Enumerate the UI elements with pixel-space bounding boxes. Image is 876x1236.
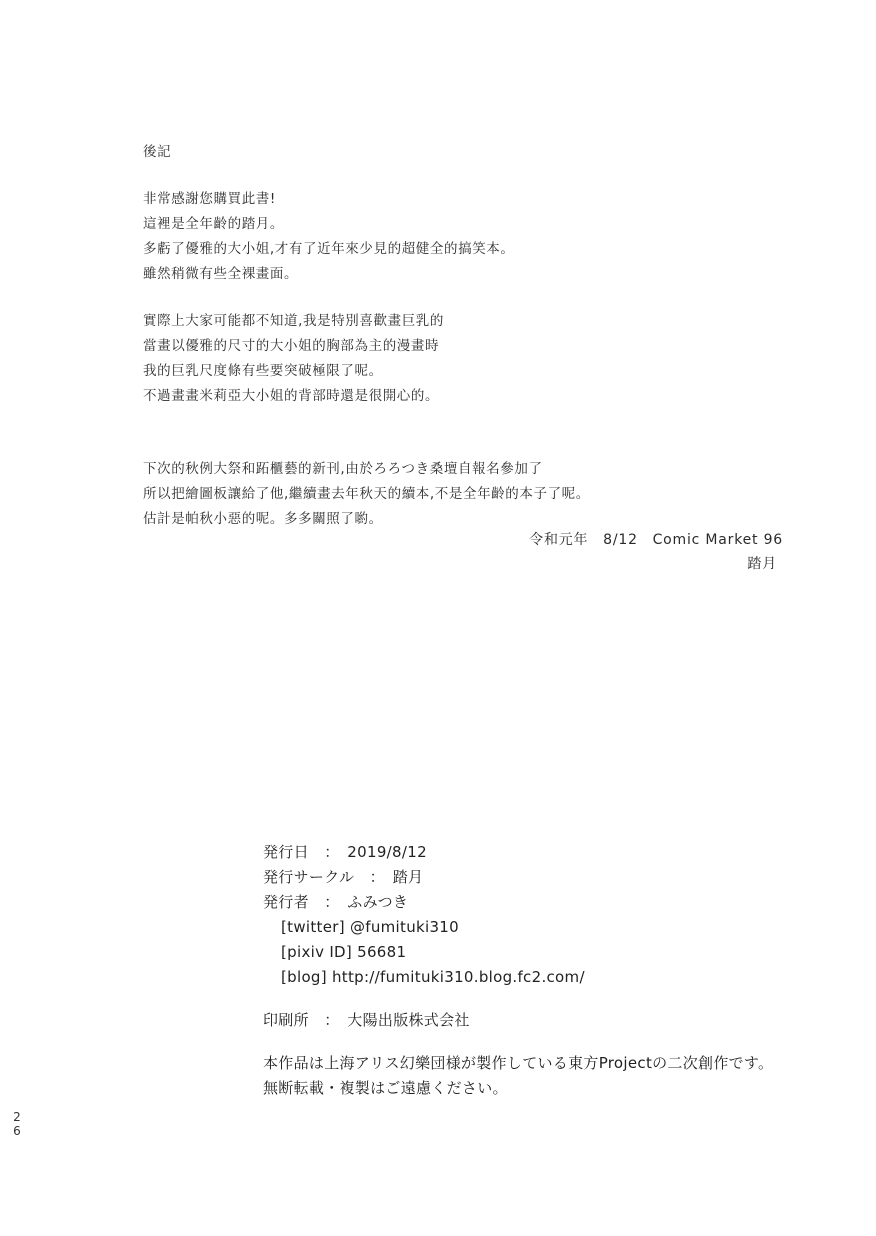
afterword-paragraph-3 (143, 457, 783, 532)
colophon-copyright-notice (263, 1051, 783, 1101)
colophon-spacer (263, 990, 783, 1008)
afterword-paragraph-1 (143, 187, 783, 287)
afterword-line: 下次的秋例大祭和跖櫃藝的新刊,由於ろろつき桑壇自報名參加了 (143, 461, 543, 477)
page-number (10, 1110, 24, 1138)
colophon-author: 発行者 ： ふみつき (263, 893, 409, 911)
afterword-line: 當畫以優雅的尺寸的大小姐的胸部為主的漫畫時 (143, 338, 440, 354)
colophon-twitter[interactable]: [twitter] @fumituki310 (281, 918, 459, 936)
afterword-line: 多虧了優雅的大小姐,才有了近年來少見的超健全的搞笑本。 (143, 241, 515, 257)
notice-line-1: 本作品は上海アリス幻樂団様が製作している東方Projectの二次創作です。 (263, 1054, 774, 1072)
page-number-digit: 2 (13, 1110, 21, 1124)
afterword-line: 這裡是全年齡的踏月。 (143, 216, 284, 232)
notice-line-2: 無断転載・複製はご遠慮ください。 (263, 1079, 508, 1097)
afterword-section (143, 140, 783, 554)
colophon-printer: 印刷所 ： 大陽出版株式会社 (263, 1011, 470, 1029)
page-number-digit: 6 (13, 1124, 21, 1138)
afterword-line: 實際上大家可能都不知道,我是特別喜歡畫巨乳的 (143, 313, 444, 329)
afterword-line: 我的巨乳尺度條有些要突破極限了呢。 (143, 363, 383, 379)
afterword-line: 非常感謝您購買此書! (143, 191, 276, 207)
afterword-line: 估計是帕秋小惡的呢。多多關照了喲。 (143, 511, 383, 527)
afterword-paragraph-2 (143, 309, 783, 409)
colophon-blog-url[interactable]: [blog] http://fumituki310.blog.fc2.com/ (281, 968, 585, 986)
colophon-publish-date: 発行日 ： 2019/8/12 (263, 843, 427, 861)
colophon-section (263, 840, 783, 1101)
colophon-circle: 発行サークル ： 踏月 (263, 868, 424, 886)
afterword-signature (143, 528, 783, 576)
afterword-line: 不過畫畫米莉亞大小姐的背部時還是很開心的。 (143, 388, 440, 404)
afterword-line: 雖然稍微有些全裸畫面。 (143, 266, 299, 282)
signature-date: 令和元年 8/12 Comic Market 96 (529, 532, 783, 548)
afterword-line: 所以把繪圖板讓給了他,繼續畫去年秋天的續本,不是全年齡的本子了呢。 (143, 486, 590, 502)
colophon-pixiv-id[interactable]: [pixiv ID] 56681 (281, 943, 407, 961)
signature-author: 踏月 (747, 556, 777, 572)
afterword-heading: 後記 (143, 144, 172, 160)
